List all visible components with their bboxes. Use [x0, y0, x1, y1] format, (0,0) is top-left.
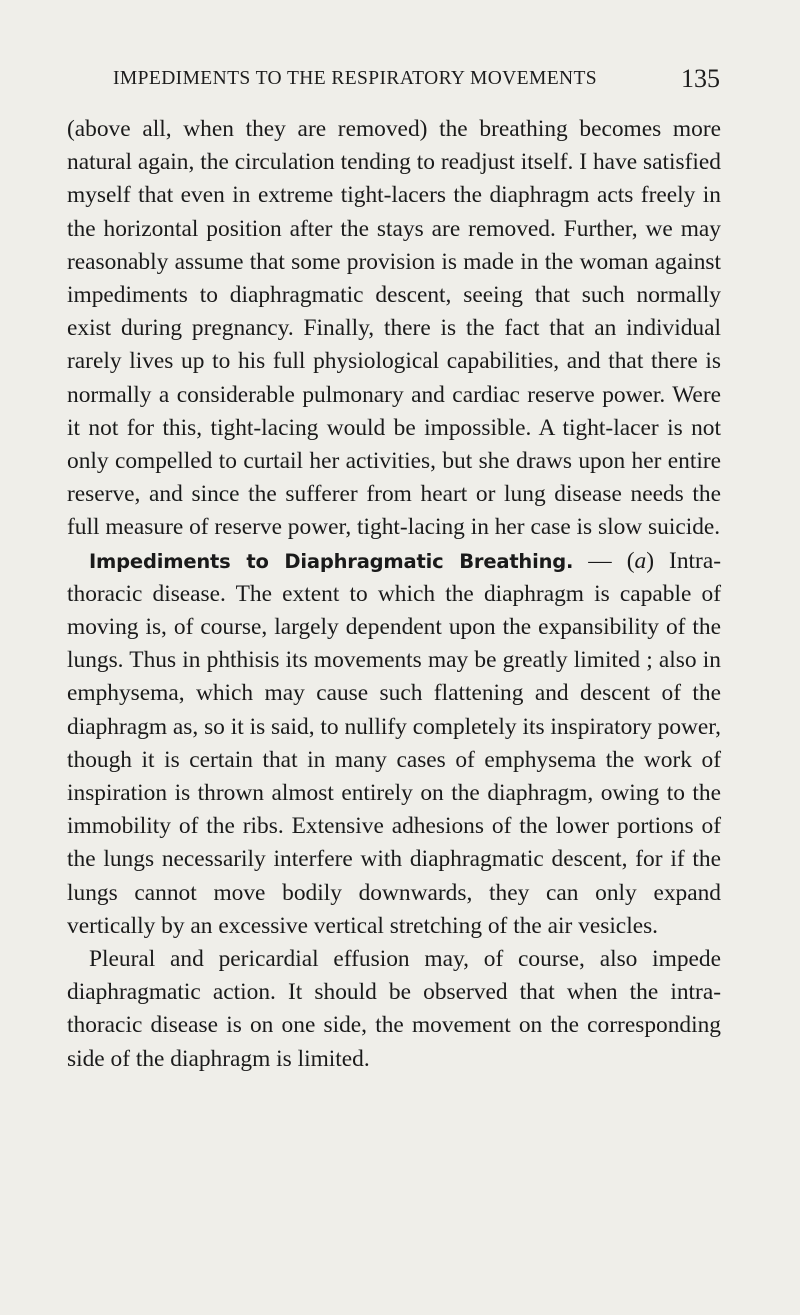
list-marker: a: [634, 547, 647, 574]
running-title: IMPEDIMENTS TO THE RESPIRATORY MOVEMENTS: [113, 68, 598, 89]
paragraph-3: Pleural and pericardial effusion may, of course, also impede diaphragmatic action. It should be observed that when the intra-thoracic disease is on one side, the movement on the corresponding side of the diaphragm is limited.: [67, 946, 721, 1072]
body-text: [67, 113, 721, 1076]
heading-dash: — (: [573, 547, 635, 574]
paragraph-2-body: ) Intra-thoracic disease. The extent to which the diaphragm is capable of moving is, of course, largely dependent upon the expansibility of the lungs. Thus in phthisis its movements may be greatly limited ; also in emphysema, which may cause such flattening and descent of the diaphragm as, so it is said, to nullify completely its inspiratory power, though it is certain that in many cases of emphysema the work of inspiration is thrown almost entirely on the diaphragm, owing to the immobility of the ribs. Extensive adhesions of the lower portions of the lungs necessarily interfere with diaphragmatic descent, for if the lungs cannot move bodily downwards, they can only expand vertically by an excessive vertical stretching of the air vesicles.: [67, 547, 721, 939]
page-number: 135: [681, 64, 720, 93]
running-head: [108, 64, 720, 96]
paragraph-1: (above all, when they are removed) the breathing becomes more natural again, the circulation tending to readjust itself. I have satisfied myself that even in extreme tight-lacers the diaphragm acts freely in the horizontal position after the stays are removed. Further, we may reasonably assume that some provision is made in the woman against impediments to diaphragmatic descent, seeing that such normally exist during pregnancy. Finally, there is the fact that an individual rarely lives up to his full physiological capabilities, and that there is normally a considerable pulmonary and cardiac reserve power. Were it not for this, tight-lacing would be impossible. A tight-lacer is not only compelled to curtail her activities, but she draws upon her entire reserve, and since the sufferer from heart or lung disease needs the full measure of reserve power, tight-lacing in her case is slow suicide.: [67, 116, 721, 541]
section-heading: Impediments to Diaphragmatic Breathing.: [89, 549, 574, 573]
paragraph-2: [67, 545, 721, 943]
